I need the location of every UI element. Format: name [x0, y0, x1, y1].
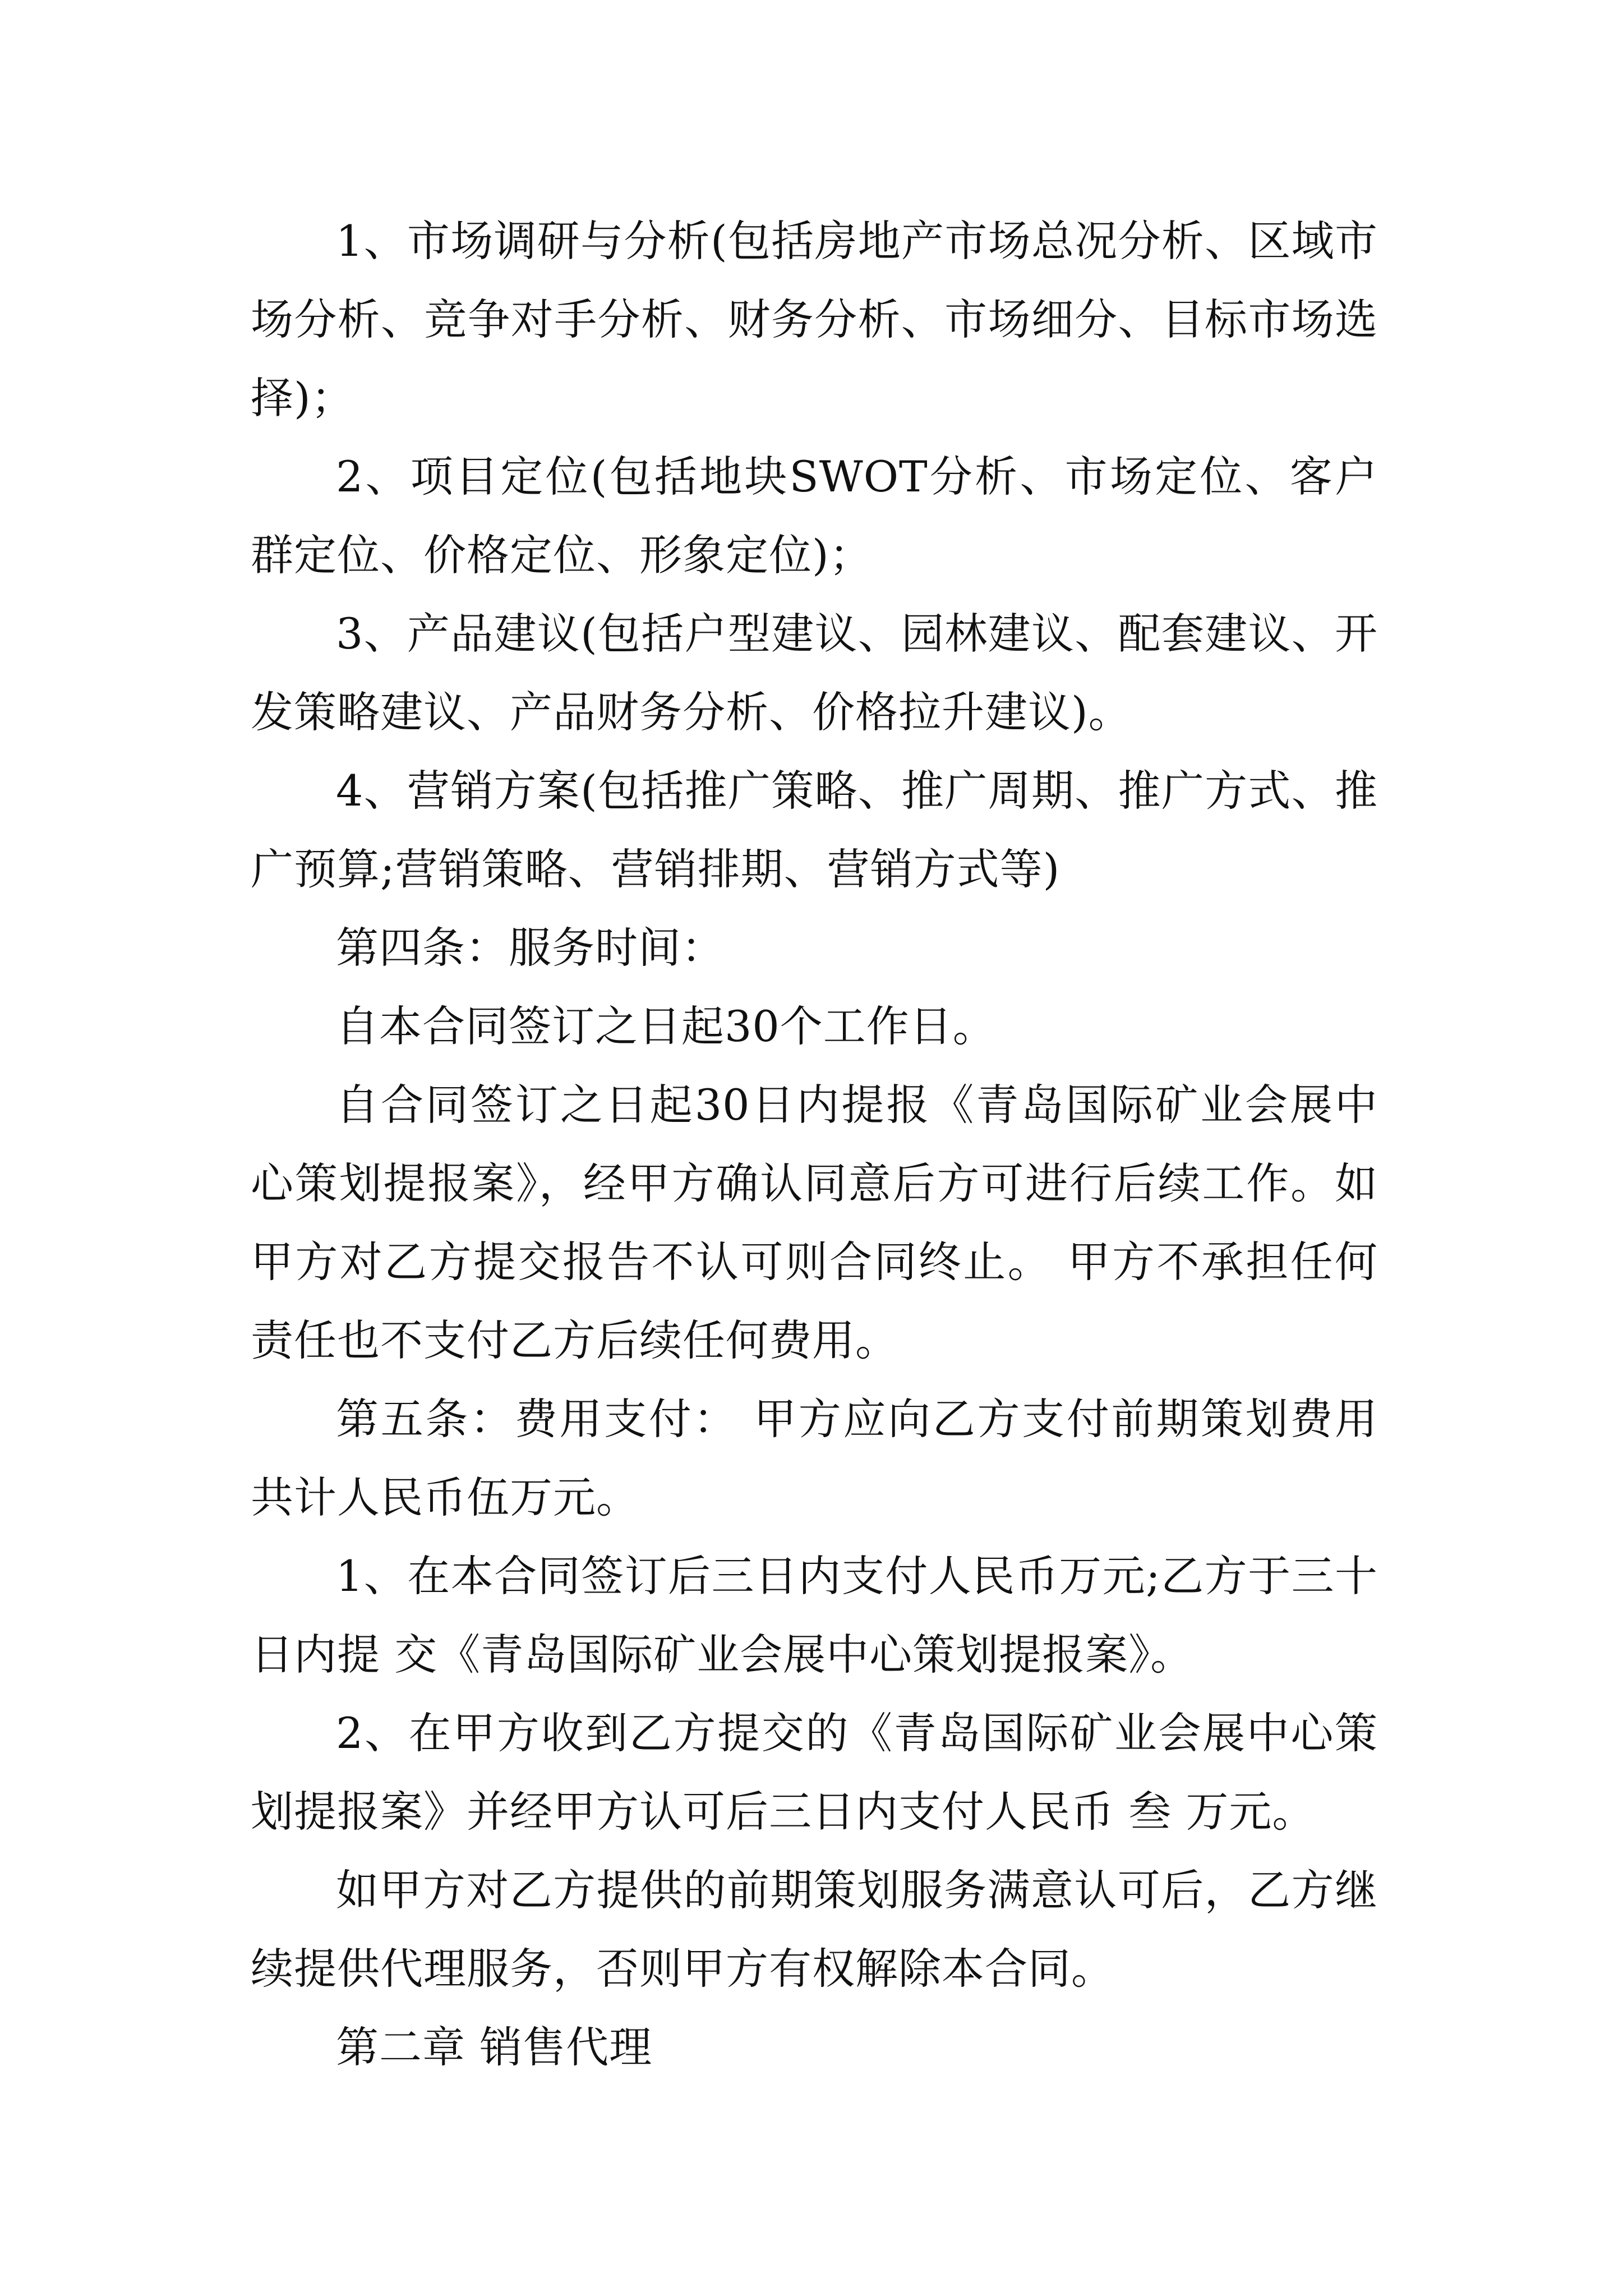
paragraph-project-positioning: 2、项目定位(包括地块SWOT分析、市场定位、客户群定位、价格定位、形象定位)； [251, 452, 1378, 580]
paragraph-market-research: 1、市场调研与分析(包括房地产市场总况分析、区域市场分析、竞争对手分析、财务分析、市场细分、目标市场选择)； [251, 216, 1378, 423]
paragraph-product-suggestion: 3、产品建议(包括户型建议、园林建议、配套建议、开发策略建议、产品财务分析、价格拉升建议)。 [251, 609, 1378, 737]
paragraph-marketing-plan: 4、营销方案(包括推广策略、推广周期、推广方式、推广预算;营销策略、营销排期、营销方式等) [251, 766, 1378, 894]
heading-article-4: 第四条：服务时间： [336, 923, 725, 973]
paragraph-article-5-fees: 第五条：费用支付： 甲方应向乙方支付前期策划费用共计人民币伍万元。 [251, 1394, 1378, 1522]
heading-chapter-2: 第二章 销售代理 [336, 2022, 653, 2072]
paragraph-payment-1: 1、在本合同签订后三日内支付人民币万元;乙方于三十日内提 交《青岛国际矿业会展中心策划提报案》。 [251, 1551, 1378, 1680]
paragraph-service-period: 自本合同签订之日起30个工作日。 [336, 1001, 996, 1051]
paragraph-proposal-deadline: 自合同签订之日起30日内提报《青岛国际矿业会展中心策划提报案》，经甲方确认同意后方可进行后续工作。如甲方对乙方提交报告不认可则合同终止。 甲方不承担任何责任也不支付乙方后续任何费用。 [251, 1080, 1378, 1365]
document-body [251, 202, 1378, 2087]
paragraph-continuation: 如甲方对乙方提供的前期策划服务满意认可后，乙方继续提供代理服务，否则甲方有权解除本合同。 [251, 1865, 1378, 1994]
paragraph-payment-2: 2、在甲方收到乙方提交的《青岛国际矿业会展中心策划提报案》并经甲方认可后三日内支付人民币 叁 万元。 [251, 1708, 1378, 1837]
